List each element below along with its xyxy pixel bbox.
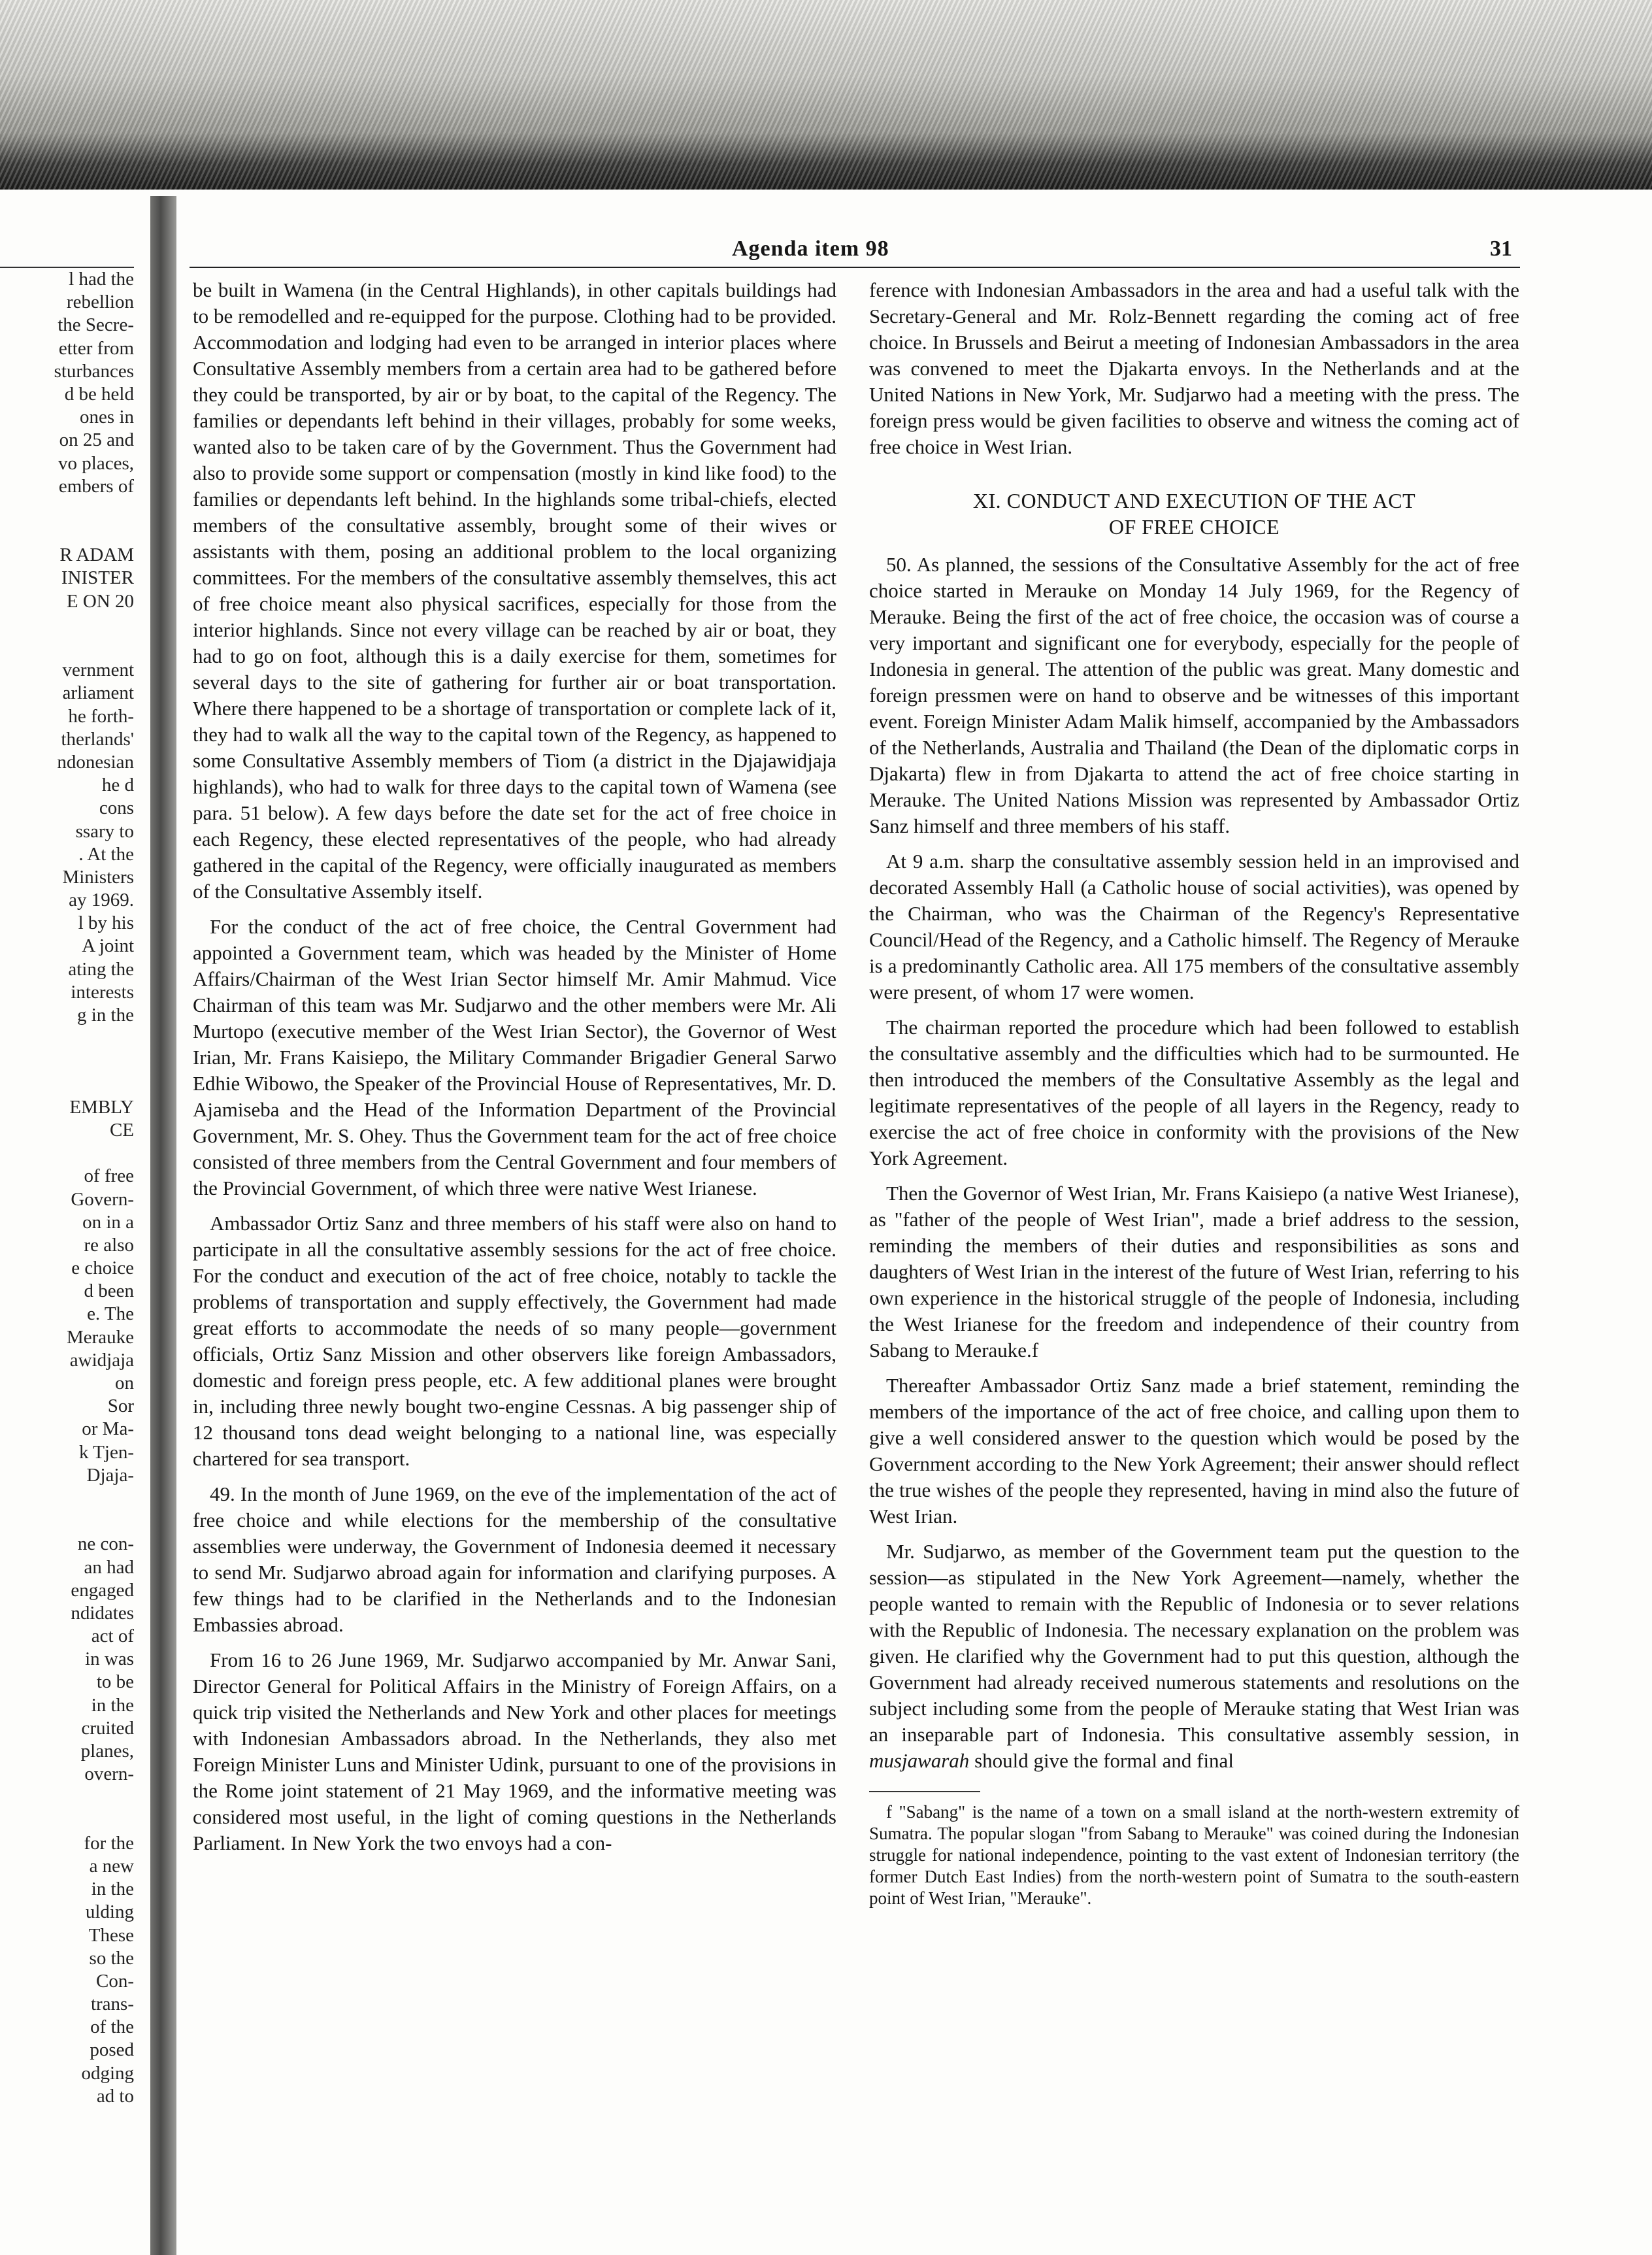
margin-fragment: ndonesian <box>57 751 134 773</box>
margin-fragment: A joint <box>82 935 134 957</box>
margin-fragment: on in a <box>82 1211 134 1233</box>
header-rule <box>190 267 1520 268</box>
italic-term: musjawarah <box>869 1749 970 1772</box>
margin-fragment: rebellion <box>66 292 134 313</box>
previous-page-fragments <box>0 268 134 2108</box>
margin-fragment: ne con- <box>77 1533 134 1555</box>
binding-gutter <box>150 196 176 2255</box>
margin-fragment <box>0 1786 134 1809</box>
margin-fragment: These <box>88 1924 134 1946</box>
margin-fragment: in was <box>85 1648 134 1670</box>
left-column <box>193 277 836 1865</box>
margin-fragment: EMBLY <box>69 1096 134 1118</box>
margin-fragment: Ministers <box>62 866 134 888</box>
paragraph: ference with Indonesian Ambassadors in the area and had a useful talk with the Secretary-General and Mr. Rolz-Bennett regarding the coming act of free choice. In Brussels and Beirut a meeting of Indonesian Ambassadors in the area was convened to meet the Djakarta envoys. In the Netherlands and at the United Nations in New York, Mr. Sudjarwo had a meeting with the press. The foreign press would be given facilities to observe and witness the coming act of free choice in West Irian. <box>869 278 1519 458</box>
margin-fragment: g in the <box>77 1005 134 1026</box>
margin-fragment: cons <box>99 797 134 819</box>
margin-fragment: l had the <box>69 269 134 290</box>
margin-fragment: the Secre- <box>58 314 134 336</box>
paragraph: be built in Wamena (in the Central Highlands), in other capitals buildings had to be remodelled and re-equipped for the purpose. Clothing had to be provided. Accommodation and lodging had even to be arranged in interior places where Consultative Assembly members from a certain area had to be gathered before they could be transported, by air or by boat, to the capital of the Regency. The families or dependants left behind in their villages, probably for some weeks, wanted also to be taken care of by the Government. Thus the Government had also to provide some support or compensation (mostly in kind like food) to the families or dependants left behind. In the highlands some tribal-chiefs, elected members of the consultative assembly, brought some of their wives or assistants with them, posing an additional problem to the local organizing committees. For the members of the consultative assembly themselves, this act of free choice meant also physical sacrifices, especially for those from the interior highlands. Since not every village can be reached by air or boat, they had to go on foot, although this is a daily exercise for them, sometimes for several days to the site of gathering for further air or boat transportation. Where there happened to be a shortage of transportation or complete lack of it, they had to walk all the way to the capital town of the Regency, as happened to some Consultative Assembly members of Tiom (a district in the Djajawidjaja highlands), who had to walk for three days to the capital town of Wamena (see para. 51 below). A few days before the date set for the act of free choice in each Regency, these elected representatives of the people, who had already gathered in the capital of the Regency, were officially inaugurated as members of the Consultative Assembly itself. <box>193 278 836 903</box>
margin-fragment: ones in <box>80 407 134 428</box>
margin-fragment: INISTER <box>61 567 134 589</box>
margin-fragment: etter from <box>58 337 134 359</box>
paragraph <box>869 1539 1519 1774</box>
margin-fragment: therlands' <box>61 728 134 750</box>
margin-fragment <box>0 1510 134 1533</box>
margin-fragment: he d <box>101 775 134 796</box>
margin-fragment: arliament <box>62 682 134 704</box>
margin-fragment <box>0 1809 134 1832</box>
margin-fragment: in the <box>91 1879 134 1900</box>
section-heading-line: OF FREE CHOICE <box>1108 515 1280 539</box>
margin-fragment: he forth- <box>68 705 134 727</box>
margin-fragment: awidjaja <box>69 1349 134 1371</box>
paragraph: Ambassador Ortiz Sanz and three members of his staff were also on hand to participate in all the consultative assembly sessions for the act of free choice. For the conduct and execution of the act of free choice, notably to tackle the problems of transportation and supply effectively, the Government had made great efforts to accommodate the needs of so many people—government officials, Ortiz Sanz Mission and other observers like foreign Ambassadors, domestic and foreign press people, etc. A few additional planes were brought in, including three newly bought two-engine Cessnas. A big passenger ship of 12 thousand tons dead weight belonging to a national line, was especially chartered for sea transport. <box>193 1212 836 1470</box>
paragraph-50: 50. As planned, the sessions of the Consultative Assembly for the act of free choice started in Merauke on Monday 14 July 1969, for the Regency of Merauke. Being the first of the act of free choice, the occasion was of course a very important and significant one for everybody, especially for the people of Indonesia in general. The attention of the public was great. Many domestic and foreign pressmen were on hand to observe and be witnesses of this important event. Foreign Minister Adam Malik himself, accompanied by the Ambassadors of the Netherlands, Australia and Thailand (the Dean of the diplomatic corps in Djakarta) flew in from Djakarta to attend the act of free choice starting in Merauke. The United Nations Mission was represented by Ambassador Ortiz Sanz himself and three members of his staff. <box>869 553 1519 837</box>
margin-fragment: E ON 20 <box>66 590 134 612</box>
margin-fragment: Sor <box>107 1395 134 1417</box>
paragraph: From 16 to 26 June 1969, Mr. Sudjarwo accompanied by Mr. Anwar Sani, Director General for Political Affairs in the Ministry of Foreign Affairs, on a quick trip visited the Netherlands and New York and other places for meetings with Indonesian Ambassadors abroad. In the Netherlands, they also met Foreign Minister Luns and Minister Udink, pursuant to one of the provisions in the Rome joint statement of 21 May 1969, and the informative meeting was considered most useful, in the light of coming questions in the Netherlands Parliament. In New York the two envoys had a con- <box>193 1648 836 1854</box>
margin-fragment: sturbances <box>54 360 134 382</box>
margin-fragment: act of <box>91 1626 134 1647</box>
margin-fragment: . At the <box>78 843 134 865</box>
margin-fragment: R ADAM <box>59 544 134 566</box>
right-column <box>869 277 1519 1909</box>
margin-fragment: ay 1969. <box>69 890 134 911</box>
paragraph: At 9 a.m. sharp the consultative assembly session held in an improvised and decorated Assembly Hall (a Catholic house of social activities), was opened by the Chairman, who was the Chairman of the Regency's Representative Council/Head of the Regency, and a Catholic himself. The Regency of Merauke is a predominantly Catholic area. All 175 members of the consultative assembly were present, of whom 17 were women. <box>869 850 1519 1003</box>
margin-fragment: Con- <box>96 1970 134 1992</box>
margin-fragment: CE <box>109 1119 134 1141</box>
margin-fragment: Govern- <box>71 1188 134 1210</box>
margin-fragment: a new <box>89 1855 134 1877</box>
margin-fragment: on 25 and <box>59 429 134 451</box>
section-heading-line: XI. CONDUCT AND EXECUTION OF THE ACT <box>972 489 1416 512</box>
margin-fragment <box>0 1027 134 1050</box>
margin-fragment: cruited <box>81 1717 134 1739</box>
margin-fragment: ating the <box>68 958 134 980</box>
paragraph: Thereafter Ambassador Ortiz Sanz made a brief statement, reminding the members of the importance of the act of free choice, and calling upon them to give a well considered answer to the question which would be posed by the Government according to the New York Agreement; their answer should reflect the true wishes of the people they represented, having in mind also the future of West Irian. <box>869 1374 1519 1528</box>
margin-fragment: interests <box>71 981 134 1003</box>
margin-fragment: embers of <box>58 475 134 497</box>
margin-fragment: re also <box>84 1234 134 1256</box>
margin-fragment: for the <box>84 1832 134 1854</box>
margin-fragment: ndidates <box>71 1602 134 1624</box>
margin-fragment: ssary to <box>75 820 134 842</box>
margin-fragment: on <box>115 1373 134 1394</box>
paragraph: The chairman reported the procedure which had been followed to establish the consultative assembly and the difficulties which had to be surmounted. He then introduced the members of the Consultative Assembly as the legal and legitimate representatives of the people of all layers in the Regency, ready to exercise the act of free choice in conformity with the provisions of the New York Agreement. <box>869 1016 1519 1169</box>
margin-fragment: l by his <box>78 912 134 934</box>
margin-fragment: in the <box>91 1694 134 1716</box>
margin-fragment: to be <box>96 1671 134 1693</box>
margin-fragment: ulding <box>85 1901 134 1923</box>
footnote <box>869 1801 1519 1909</box>
margin-fragment: Djaja- <box>86 1464 134 1486</box>
margin-fragment: an had <box>84 1556 134 1578</box>
margin-fragment <box>0 1073 134 1096</box>
margin-fragment: overn- <box>84 1763 134 1785</box>
margin-fragment <box>0 521 134 544</box>
margin-fragment <box>0 1487 134 1510</box>
footnote-rule <box>869 1791 980 1792</box>
margin-fragment: or Ma- <box>82 1418 134 1440</box>
text-run: should give the formal and final <box>969 1749 1234 1772</box>
margin-fragment: so the <box>89 1947 134 1969</box>
text-run: Mr. Sudjarwo, as member of the Government team put the question to the session—as stipulated in the New York Agreement—namely, whether the people wanted to remain with the Republic of Indonesia or to sever relations with the Republic of Indonesia. The necessary explanation on the problem was given. He clarified why the Government had to put this question, although the Government had already received numerous statements and resolutions on the subject including some from the people of Merauke stating that West Irian was an inseparable part of Indonesia. This consultative assembly session, in <box>869 1540 1519 1746</box>
footnote-text: f "Sabang" is the name of a town on a small island at the north-western extremity of Sumatra. The popular slogan "from Sabang to Merauke" was coined during the Indonesian struggle for national independence, pointing to the vast extent of Indonesian territory (the former Dutch East Indies) from the north-western point of Sumatra to the south-eastern point of West Irian, "Merauke". <box>869 1802 1519 1908</box>
margin-fragment: of free <box>84 1165 134 1187</box>
paragraph: Then the Governor of West Irian, Mr. Frans Kaisiepo (a native West Irianese), as "father of the people of West Irian", made a brief address to the session, reminding the members of their duties and responsibilities as sons and daughters of West Irian in the interest of the future of West Irian, referring to his own experience in the historical struggle of the people of Indonesia, including the West Irianese for the freedom and independence of their country from Sabang to Merauke.f <box>869 1182 1519 1361</box>
margin-fragment: Merauke <box>66 1326 134 1348</box>
margin-fragment: planes, <box>80 1741 134 1762</box>
section-heading <box>869 488 1519 540</box>
page-number: 31 <box>1490 237 1512 261</box>
scan-fold-shadow <box>0 0 1652 190</box>
margin-fragment <box>0 613 134 636</box>
margin-fragment: k Tjen- <box>78 1441 134 1463</box>
margin-fragment: vo places, <box>58 452 134 474</box>
margin-fragment <box>0 1050 134 1073</box>
margin-fragment: ad to <box>96 2085 134 2107</box>
margin-fragment <box>0 636 134 659</box>
margin-fragment: posed <box>90 2039 134 2061</box>
margin-fragment <box>0 1142 134 1165</box>
margin-fragment: e choice <box>71 1258 134 1279</box>
paragraph-49: 49. In the month of June 1969, on the eve of the implementation of the act of free choice and while elections for the membership of the consultative assemblies were underway, the Government of Indonesia deemed it necessary to send Mr. Sudjarwo abroad again for information and clarifying purposes. A few things had to be clarified in the Netherlands and to the Indonesian Embassies abroad. <box>193 1482 836 1636</box>
margin-fragment: d be held <box>64 383 134 405</box>
paragraph: For the conduct of the act of free choice, the Central Government had appointed a Government team, which was headed by the Minister of Home Affairs/Chairman of the West Irian Sector himself Mr. Amir Mahmud. Vice Chairman of this team was Mr. Sudjarwo and the other members were Mr. Ali Murtopo (executive member of the West Irian Sector), the Governor of West Irian, Mr. Frans Kaisiepo, the Military Commander Brigadier General Sarwo Edhie Wibowo, the Speaker of the Provincial House of Representatives, Mr. D. Ajamiseba and the Head of the Information Department of the Provincial Government, Mr. S. Ohey. Thus the Government team for the act of free choice consisted of three members from the Central Government and four members of the Provincial Government, of which three were native West Irianese. <box>193 915 836 1199</box>
margin-fragment: trans- <box>90 1994 134 2015</box>
margin-fragment: vernment <box>62 660 134 681</box>
margin-fragment: e. The <box>87 1303 134 1325</box>
margin-fragment <box>0 498 134 521</box>
margin-fragment: of the <box>90 2016 134 2038</box>
margin-fragment: engaged <box>71 1579 134 1601</box>
margin-fragment: d been <box>84 1280 134 1302</box>
margin-fragment: odging <box>81 2062 134 2084</box>
running-title: Agenda item 98 <box>732 237 889 261</box>
